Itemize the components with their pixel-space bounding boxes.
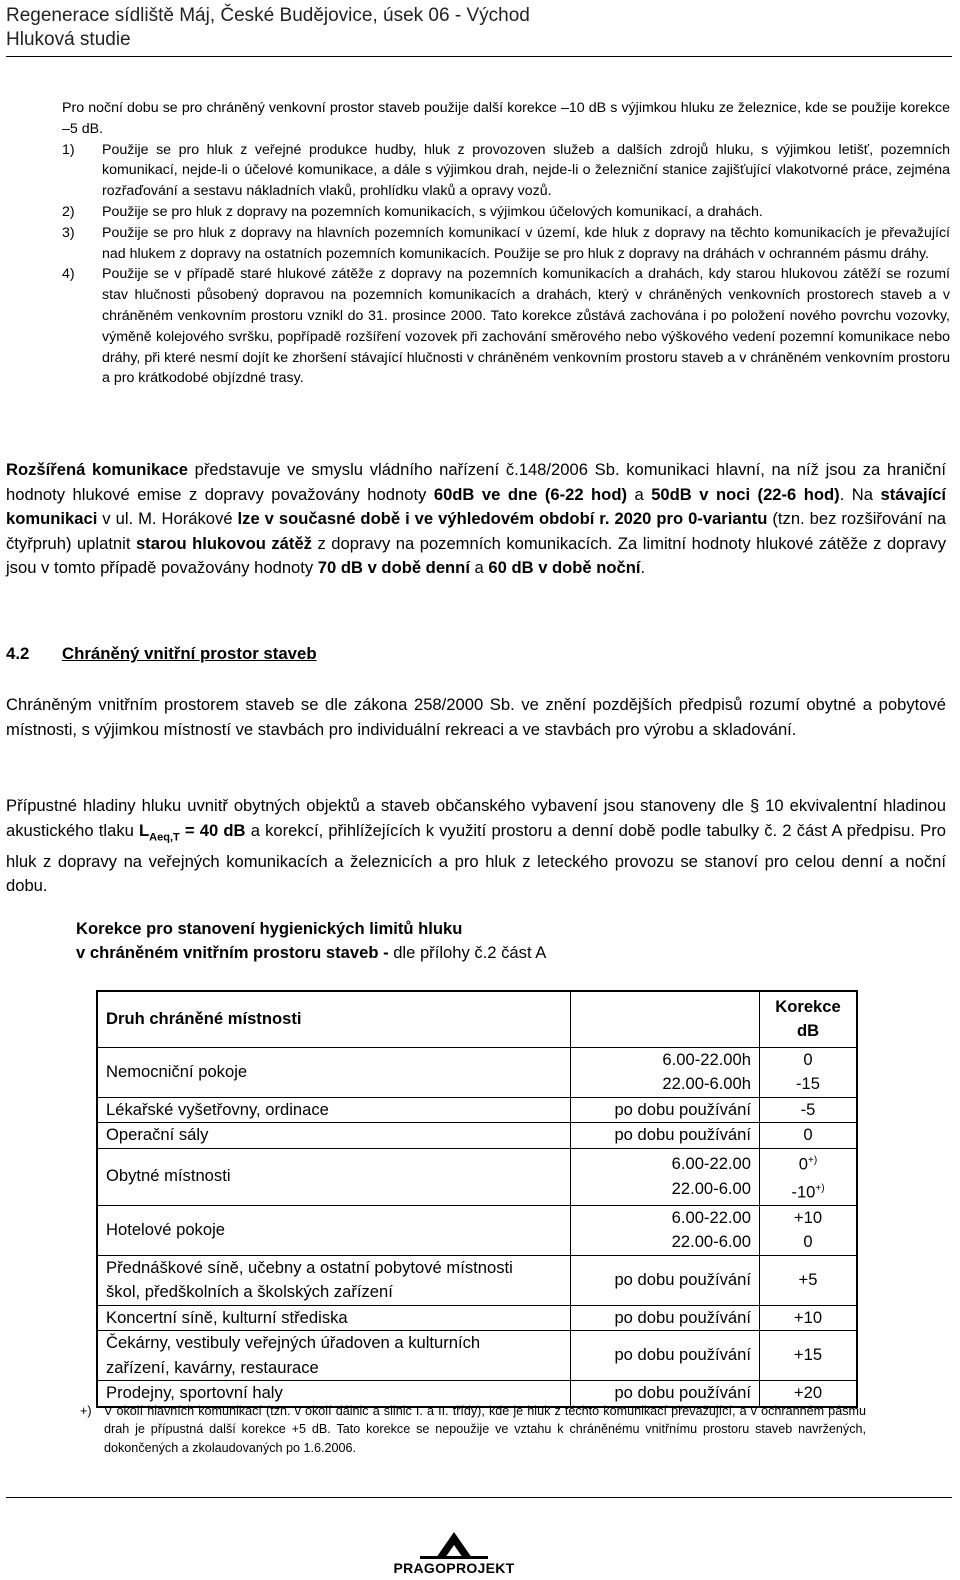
row-value-1: +10 [793, 1207, 823, 1227]
indoor-space-paragraph: Chráněným vnitřním prostorem staveb se dle zákona 258/2000 Sb. ve znění pozdějších předpisů rozumí obytné a pobytové místnosti, s výjimkou místností ve stavbách pro individuální rekreaci a ve stavbách pro výrobu a skladování. [6, 695, 946, 739]
table-row [97, 1305, 857, 1331]
company-logo [383, 1530, 525, 1576]
p1-s06: . Na [839, 484, 881, 504]
row-value [760, 1205, 858, 1255]
row-time: po dobu používání [571, 1381, 760, 1407]
p3-sub: Aeq,T [149, 830, 180, 843]
row-time: po dobu používání [571, 1331, 760, 1381]
row-value [760, 1047, 858, 1097]
note-text: Použije se pro hluk z dopravy na hlavních pozemních komunikací v území, kde hluk z dopravy na těchto komunikacích je převažující nad hlukem z dopravy na ostatních pozemních komunikacích. Použije se pro hluk z dopravy na dráhách v ochranném pásmu dráhy. [102, 224, 950, 262]
note-text: Použije se pro hluk z dopravy na pozemních komunikacích, s výjimkou účelových komunikací, a drahách. [102, 203, 763, 220]
table-row [97, 1097, 857, 1123]
notes-intro: Pro noční dobu se pro chráněný venkovní prostor staveb použije další korekce –10 dB s výjimkou hluku ze železnice, kde se použije korekce –5 dB. [62, 100, 950, 137]
p1-s14: a [469, 558, 489, 578]
caption-line2-bold: v chráněném vnitřním prostoru staveb - [76, 943, 389, 962]
row-value-2: 0 [803, 1232, 813, 1252]
row-time [571, 1148, 760, 1205]
p1-s08: v ul. M. Horákové [97, 509, 238, 529]
note-text: Použije se v případě staré hlukové zátěže z dopravy na pozemních komunikacích a drahách, kdy starou hlukovou zátěží se rozumí stav hlučnosti působený dopravou na pozemních komunikacích a drahách, který v chráněných venkovních prostorech staveb a v chráněném venkovním prostoru vznikl do 31. prosince 2000. Tato korekce zůstává zachována i po položení nového povrchu vozovky, výměně kolejového svršku, popřípadě rozšíření vozovek při zachování směrového nebo výškového vedení pozemní komunikace nebo dráhy, při které nesmí dojít ke zhoršení stávající hlučnosti v chráněném venkovním prostoru staveb a v chráněném venkovním prostoru a pro krátkodobé objízdné trasy. [102, 266, 950, 387]
row-value: 0 [760, 1123, 858, 1149]
row-time-1: 6.00-22.00 [671, 1207, 751, 1227]
note-number: 2) [62, 203, 75, 220]
header-room-type: Druh chráněné místnosti [97, 991, 571, 1047]
table-row [97, 1205, 857, 1255]
p1-s01: Rozšířená komunikace [6, 460, 188, 479]
row-name: Prodejny, sportovní haly [97, 1381, 571, 1407]
row-time: po dobu používání [571, 1255, 760, 1305]
row-time-2: 22.00-6.00h [662, 1074, 751, 1093]
header-correction-1: Korekce [775, 997, 841, 1017]
note-number: 4) [62, 266, 75, 283]
footnote-mark: +) [80, 1404, 92, 1418]
header-divider [6, 56, 952, 57]
row-name [97, 1255, 571, 1305]
p1-s13: 70 dB v době denní [317, 558, 470, 578]
row-value-2: -15 [796, 1074, 820, 1093]
table-caption [76, 917, 546, 965]
section-number: 4.2 [6, 644, 30, 663]
permissible-levels-paragraph [6, 794, 946, 899]
note-number: 1) [62, 141, 75, 158]
row-name: Nemocniční pokoje [97, 1047, 571, 1097]
row-value-2: -10 [791, 1182, 816, 1202]
row-value-1: 0 [803, 1049, 813, 1069]
p1-s05: 50dB v noci (22-6 hod) [651, 484, 840, 504]
p1-s11: starou hlukovou zátěž [135, 533, 312, 553]
row-value: -5 [760, 1097, 858, 1123]
expanded-road-paragraph [6, 458, 946, 581]
header-title: Regenerace sídliště Máj, České Budějovice, úsek 06 - Východ [6, 5, 530, 26]
row-time-2: 22.00-6.00 [671, 1178, 751, 1198]
row-value-1: 0 [798, 1154, 809, 1174]
table-header-row [97, 991, 857, 1047]
row-name: Operační sály [97, 1123, 571, 1149]
p1-s04: a [626, 484, 652, 504]
p1-s07: stávající komunikaci [6, 484, 947, 529]
p1-s10: (tzn. bez rozšiřování na čtyřpruh) uplatnit [6, 509, 946, 553]
p3-val: = 40 dB [179, 820, 246, 840]
section-title: Chráněný vnitřní prostor staveb [62, 644, 317, 663]
page-header [6, 4, 954, 52]
row-time: po dobu používání [571, 1305, 760, 1331]
note-item [62, 223, 950, 265]
row-time-1: 6.00-22.00 [671, 1154, 751, 1174]
header-correction-2: dB [796, 1021, 820, 1041]
row-name [97, 1331, 571, 1381]
row-time-2: 22.00-6.00 [671, 1232, 751, 1252]
row-name: Lékařské vyšetřovny, ordinace [97, 1097, 571, 1123]
row-time [571, 1205, 760, 1255]
note-number: 3) [62, 224, 75, 241]
p3-l: L [139, 820, 150, 840]
note-text: Použije se pro hluk z veřejné produkce hudby, hluk z provozoven služeb a dalších zdrojů hluku, s výjimkou letišť, pozemních komunikací, nejde-li o účelové komunikace, a dále s výjimkou drah, nejde-li o železniční stanice zajišťující vlakotvorné práce, zejména rozřaďování a sestavu nákladních vlaků, prohlídku vlaků a opravy vozů. [102, 141, 950, 200]
row-value-sup-2: +) [815, 1182, 825, 1194]
table-row [97, 1123, 857, 1149]
header-subtitle: Hluková studie [6, 29, 131, 50]
row-name-1: Čekárny, vestibuly veřejných úřadoven a kulturních [106, 1333, 481, 1353]
footnote-text: V okolí hlavních komunikací (tzn. v okolí dálnic a silnic I. a II. třídy), kde je hluk z těchto komunikací převažující, a v ochranném pásmu drah je přípustná další korekce +5 dB. Tato korekce se nepoužije ve vztahu k chráněnému vnitřnímu prostoru staveb navržených, dokončených a zkolaudovaných po 1.6.2006. [104, 1404, 866, 1455]
row-time: po dobu používání [571, 1097, 760, 1123]
logo-name: PRAGOPROJEKT [393, 1560, 515, 1576]
row-value: +15 [760, 1331, 858, 1381]
note-item [62, 140, 950, 202]
p1-s02: představuje ve smyslu vládního nařízení č.148/2006 Sb. komunikaci hlavní, na níž jsou za hraniční hodnoty hlukové emise z dopravy považovány hodnoty [6, 460, 946, 504]
row-name-2: škol, předškolních a školských zařízení [106, 1282, 393, 1302]
row-value [760, 1148, 858, 1205]
caption-line2-normal: dle přílohy č.2 část A [388, 943, 547, 962]
p1-s09: lze v současné době i ve výhledovém období r. 2020 pro 0-variantu [237, 509, 768, 529]
p1-s15: 60 dB v době noční [488, 558, 641, 578]
header-time [571, 991, 760, 1047]
table-row [97, 1255, 857, 1305]
correction-table [96, 990, 858, 1408]
row-value: +5 [760, 1255, 858, 1305]
table-row [97, 1331, 857, 1381]
row-value-sup-1: +) [808, 1154, 818, 1166]
row-name-2: zařízení, kavárny, restaurace [106, 1357, 319, 1377]
logo-mark-icon [414, 1530, 494, 1560]
row-time: po dobu používání [571, 1123, 760, 1149]
row-value: +20 [760, 1381, 858, 1407]
p3-a: Přípustné hladiny hluku uvnitř obytných objektů a staveb občanského vybavení jsou stanoveny dle § 10 ekvivalentní hladinou akustického tlaku [6, 796, 946, 840]
row-time-1: 6.00-22.00h [662, 1049, 751, 1069]
row-name: Obytné místnosti [97, 1148, 571, 1205]
table-footnote [80, 1402, 866, 1457]
caption-line1: Korekce pro stanovení hygienických limitů hluku [76, 919, 463, 938]
row-time [571, 1047, 760, 1097]
row-name-1: Přednáškové síně, učebny a ostatní pobytové místnosti [106, 1257, 513, 1277]
note-item [62, 202, 950, 223]
row-name: Hotelové pokoje [97, 1205, 571, 1255]
p1-s03: 60dB ve dne (6-22 hod) [433, 484, 627, 504]
note-item [62, 264, 950, 389]
row-name: Koncertní síně, kulturní střediska [97, 1305, 571, 1331]
section-heading [6, 644, 317, 664]
footer-divider [6, 1497, 952, 1498]
limit-notes [62, 98, 950, 389]
p1-s12: z dopravy na pozemních komunikacích. Za limitní hodnoty hlukové zátěže z dopravy jsou v tomto případě považovány hodnoty [6, 533, 946, 578]
table-row [97, 1148, 857, 1205]
p1-s16: . [640, 558, 646, 578]
table-row [97, 1047, 857, 1097]
header-correction [760, 991, 858, 1047]
row-value: +10 [760, 1305, 858, 1331]
p3-b: a korekcí, přihlížejících k využití prostoru a denní době podle tabulky č. 2 část A předpisu. Pro hluk z dopravy na veřejných komunikacích a železnicích a pro hluk z leteckého provozu se stanoví pro celou denní a noční dobu. [6, 820, 946, 896]
